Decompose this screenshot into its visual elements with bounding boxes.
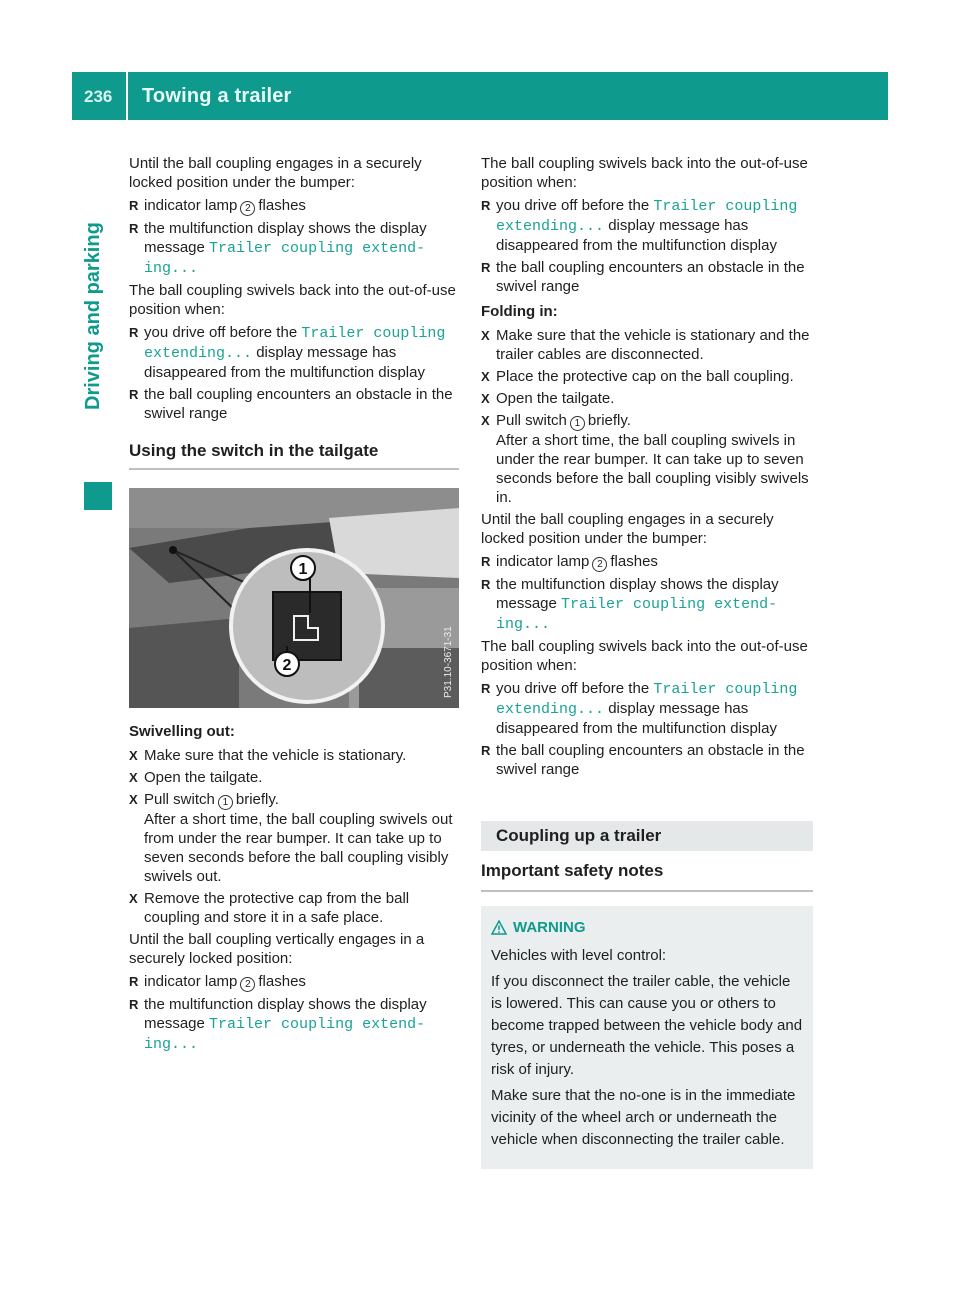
list-item — [481, 258, 813, 296]
callout-icon: 2 — [592, 557, 607, 572]
warning-title: WARNING — [513, 919, 586, 936]
warning-paragraph: If you disconnect the trailer cable, the vehicle is lowered. This can cause you or others to become trapped between the vehicle body and tyres, or underneath the vehicle. This poses a risk of injury. — [491, 973, 803, 1078]
sidebar-section-label: Driving and parking — [82, 222, 104, 410]
list-item — [129, 972, 459, 992]
display-message: Trailer coupling extending... — [144, 325, 446, 362]
bullet-mark: R — [129, 325, 139, 340]
paragraph: The ball coupling swivels back into the out-of-use position when: — [481, 155, 808, 191]
step-text: briefly. — [587, 412, 631, 429]
callout-icon: 1 — [218, 795, 233, 810]
paragraph: The ball coupling swivels back into the out-of-use position when: — [129, 282, 456, 318]
step-text: Pull switch — [496, 412, 567, 429]
bullet-mark: R — [129, 198, 139, 213]
instruction-step — [481, 389, 813, 408]
item-text: display message has disappeared from the multifunction display — [496, 217, 777, 254]
page-title: Towing a trailer — [142, 84, 292, 107]
list-item — [129, 323, 459, 382]
step-mark: X — [129, 891, 138, 906]
step-mark: X — [481, 328, 490, 343]
warning-header — [491, 918, 803, 937]
warning-paragraph: Make sure that the no-one is in the immediate vicinity of the wheel arch or underneath the vehicle when disconnecting the trailer cable. — [491, 1087, 796, 1148]
item-text: flashes — [258, 197, 306, 214]
step-detail: After a short time, the ball coupling swivels in under the rear bumper. It can take up to seven seconds before the ball coupling visibly swivels in. — [496, 432, 809, 506]
instruction-step — [481, 367, 813, 386]
display-message: Trailer coupling extend‐ ing... — [144, 1016, 426, 1053]
step-text: Pull switch — [144, 791, 215, 808]
item-text: you drive off before the — [496, 680, 650, 697]
step-mark: X — [481, 413, 490, 428]
tailgate-switch-photo — [129, 488, 459, 708]
warning-triangle-icon — [491, 920, 507, 935]
step-text: Make sure that the vehicle is stationary and the trailer cables are disconnected. — [496, 327, 810, 363]
bullet-mark: R — [481, 554, 491, 569]
paragraph: Until the ball coupling vertically engages in a securely locked position: — [129, 931, 425, 967]
list-item — [481, 196, 813, 255]
display-message: Trailer coupling extend‐ ing... — [496, 596, 778, 633]
step-mark: X — [481, 391, 490, 406]
chapter-heading: Coupling up a trailer — [481, 821, 813, 851]
instruction-step — [481, 326, 813, 364]
bullet-mark: R — [129, 974, 139, 989]
instruction-step — [481, 411, 813, 507]
paragraph: Until the ball coupling engages in a securely locked position under the bumper: — [129, 155, 422, 191]
callout-icon: 2 — [240, 977, 255, 992]
paragraph: The ball coupling swivels back into the out-of-use position when: — [481, 638, 808, 674]
step-text: briefly. — [235, 791, 279, 808]
instruction-step — [129, 746, 459, 765]
step-text: Remove the protective cap from the ball coupling and store it in a safe place. — [144, 890, 410, 926]
item-text: the multifunction display shows the display message — [144, 220, 427, 256]
bullet-mark: R — [481, 260, 491, 275]
photo-code: P31.10-3671-31 — [443, 626, 454, 698]
list-item — [481, 575, 813, 634]
item-text: the ball coupling encounters an obstacle in the swivel range — [496, 259, 805, 295]
instruction-step — [129, 889, 459, 927]
subheading: Folding in: — [481, 303, 558, 320]
bullet-mark: R — [481, 577, 491, 592]
list-item — [481, 679, 813, 738]
photo-callout-1: 1 — [298, 561, 308, 578]
step-mark: X — [129, 770, 138, 785]
left-column — [129, 154, 459, 1057]
callout-icon: 1 — [570, 416, 585, 431]
bullet-mark: R — [129, 387, 139, 402]
item-text: indicator lamp — [144, 973, 238, 990]
step-text: Open the tailgate. — [496, 390, 615, 407]
item-text: the ball coupling encounters an obstacle in the swivel range — [144, 386, 453, 422]
item-text: the multifunction display shows the display message — [144, 996, 427, 1032]
callout-icon: 2 — [240, 201, 255, 216]
right-column — [481, 154, 813, 1169]
bullet-mark: R — [481, 198, 491, 213]
list-item — [129, 995, 459, 1054]
page-header — [72, 72, 888, 120]
item-text: display message has disappeared from the multifunction display — [496, 700, 777, 737]
step-detail: After a short time, the ball coupling swivels out from under the rear bumper. It can take up to seven seconds before the ball coupling visibly swivels out. — [144, 811, 453, 885]
warning-paragraph: Vehicles with level control: — [491, 947, 667, 964]
step-text: Open the tailgate. — [144, 769, 263, 786]
photo-illustration — [129, 488, 459, 708]
bullet-mark: R — [129, 221, 139, 236]
instruction-step — [129, 768, 459, 787]
step-mark: X — [481, 369, 490, 384]
display-message: Trailer coupling extending... — [496, 198, 798, 235]
display-message: Trailer coupling extending... — [496, 681, 798, 718]
item-text: indicator lamp — [496, 553, 590, 570]
subheading: Swivelling out: — [129, 723, 235, 740]
item-text: the ball coupling encounters an obstacle in the swivel range — [496, 742, 805, 778]
list-item — [129, 196, 459, 216]
list-item — [481, 552, 813, 572]
list-item — [129, 385, 459, 423]
section-heading: Important safety notes — [481, 851, 813, 892]
instruction-step — [129, 790, 459, 886]
step-text: Make sure that the vehicle is stationary. — [144, 747, 407, 764]
item-text: display message has disappeared from the multifunction display — [144, 344, 425, 381]
step-mark: X — [129, 792, 138, 807]
step-mark: X — [129, 748, 138, 763]
bullet-mark: R — [129, 997, 139, 1012]
sidebar-marker — [84, 482, 112, 510]
warning-box — [481, 906, 813, 1169]
list-item — [129, 219, 459, 278]
photo-callout-2: 2 — [282, 657, 292, 674]
item-text: you drive off before the — [144, 324, 298, 341]
item-text: you drive off before the — [496, 197, 650, 214]
paragraph: Until the ball coupling engages in a securely locked position under the bumper: — [481, 511, 774, 547]
item-text: flashes — [610, 553, 658, 570]
step-text: Place the protective cap on the ball coupling. — [496, 368, 794, 385]
list-item — [481, 741, 813, 779]
item-text: the multifunction display shows the display message — [496, 576, 779, 612]
page-number: 236 — [84, 86, 113, 106]
item-text: flashes — [258, 973, 306, 990]
bullet-mark: R — [481, 743, 491, 758]
display-message: Trailer coupling extend‐ ing... — [144, 240, 426, 277]
bullet-mark: R — [481, 681, 491, 696]
item-text: indicator lamp — [144, 197, 238, 214]
section-heading: Using the switch in the tailgate — [129, 441, 459, 470]
